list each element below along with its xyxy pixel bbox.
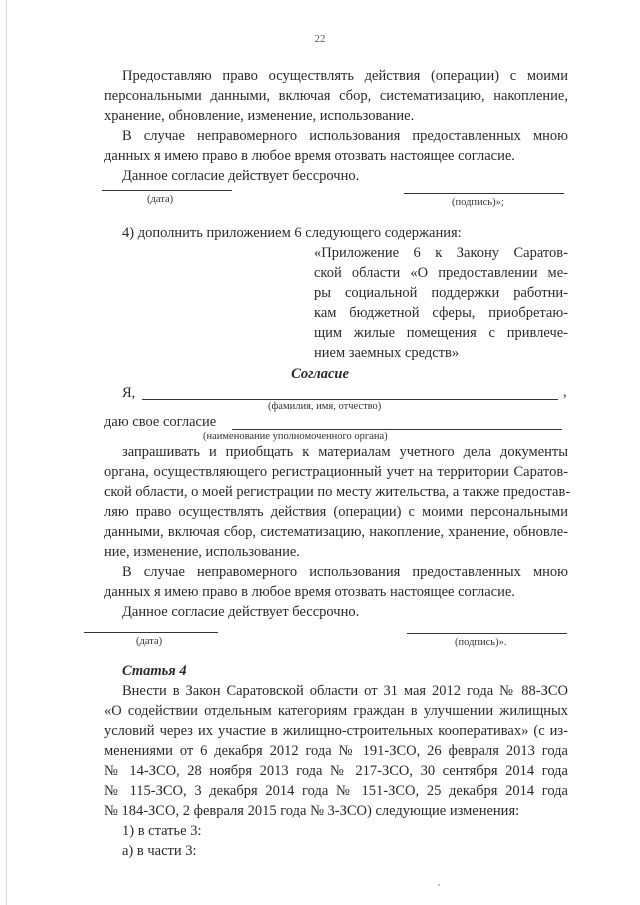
consent-line: ляю право осуществлять действия (операции) с моими персональными xyxy=(104,504,568,520)
consent-line: данных я имею право в любое время отозвать настоящее согласие. xyxy=(104,584,515,600)
fio-line xyxy=(142,399,558,400)
consent-line: запрашивать и приобщать к материалам учетного дела документы xyxy=(122,444,568,460)
date-caption: (дата) xyxy=(147,194,174,205)
appendix-line: «Приложение 6 к Закону Саратов- xyxy=(314,245,568,261)
consent-title: Согласие xyxy=(291,366,349,382)
appendix-line: щим жилые помещения с привлече- xyxy=(314,325,568,341)
body-line: хранение, обновление, изменение, использование. xyxy=(104,108,415,124)
date-line xyxy=(102,190,232,191)
article-line: № 184-ЗСО, 2 февраля 2015 года № 3-ЗСО) следующие изменения: xyxy=(104,803,520,819)
article-line: № 115-ЗСО, 3 декабря 2014 года № 151-ЗСО, 25 декабря 2014 года xyxy=(104,783,568,799)
signature-line xyxy=(407,633,567,634)
fio-caption: (фамилия, имя, отчество) xyxy=(268,401,382,412)
consent-line: В случае неправомерного использования предоставленных мною xyxy=(122,564,568,580)
article-line: 1) в статье 3: xyxy=(122,823,202,839)
body-line: Данное согласие действует бессрочно. xyxy=(122,168,360,184)
appendix-line: ской области «О предоставлении ме- xyxy=(314,265,568,281)
date-line xyxy=(84,632,218,633)
body-line: данных я имею право в любое время отозвать настоящее согласие. xyxy=(104,148,515,164)
signature-line xyxy=(404,193,564,194)
article-line: «О содействии отдельным категориям граждан в улучшении жилищных xyxy=(104,703,568,719)
organ-line xyxy=(232,429,562,430)
article-line: а) в части 3: xyxy=(122,843,197,859)
appendix-line: нием заемных средств» xyxy=(314,345,460,361)
consent-give-label: даю свое согласие xyxy=(104,414,217,430)
scan-speck xyxy=(438,884,440,886)
body-line: Предоставляю право осуществлять действия (операции) с моими xyxy=(122,68,568,84)
item-4-line: 4) дополнить приложением 6 следующего содержания: xyxy=(122,225,462,241)
article-line: менениями от 6 декабря 2012 года № 191-ЗСО, 26 февраля 2013 года xyxy=(104,743,568,759)
consent-i-label: Я, xyxy=(122,385,136,401)
article-line: № 14-ЗСО, 28 ноября 2013 года № 217-ЗСО, 30 сентября 2014 года xyxy=(104,763,568,779)
consent-i-comma: , xyxy=(563,384,567,400)
consent-line: Данное согласие действует бессрочно. xyxy=(122,604,360,620)
signature-caption: (подпись)»; xyxy=(452,197,504,208)
article-line: условий через их участие в жилищно-строительных кооперативах» (с из- xyxy=(104,723,568,739)
body-line: В случае неправомерного использования предоставленных мною xyxy=(122,128,568,144)
consent-line: ние, изменение, использование. xyxy=(104,544,300,560)
organ-caption: (наименование уполномоченного органа) xyxy=(203,431,388,442)
article-4-title: Статья 4 xyxy=(122,663,187,679)
consent-line: данными, включая сбор, систематизацию, накопление, хранение, обновле- xyxy=(104,524,568,540)
appendix-line: кам бюджетной сферы, приобретаю- xyxy=(314,305,568,321)
consent-line: органа, осуществляющего регистрационный учет на территории Саратов- xyxy=(104,464,568,480)
date-caption: (дата) xyxy=(136,636,163,647)
page-number: 22 xyxy=(314,33,326,45)
article-line: Внести в Закон Саратовской области от 31 мая 2012 года № 88-ЗСО xyxy=(122,683,568,699)
signature-caption: (подпись)». xyxy=(455,637,507,648)
consent-line: ской области, о моей регистрации по месту жительства, а также предостав- xyxy=(104,484,571,500)
appendix-line: ры социальной поддержки работни- xyxy=(314,285,568,301)
page-edge-shadow xyxy=(6,0,7,905)
body-line: персональными данными, включая сбор, систематизацию, накопление, xyxy=(104,88,568,104)
